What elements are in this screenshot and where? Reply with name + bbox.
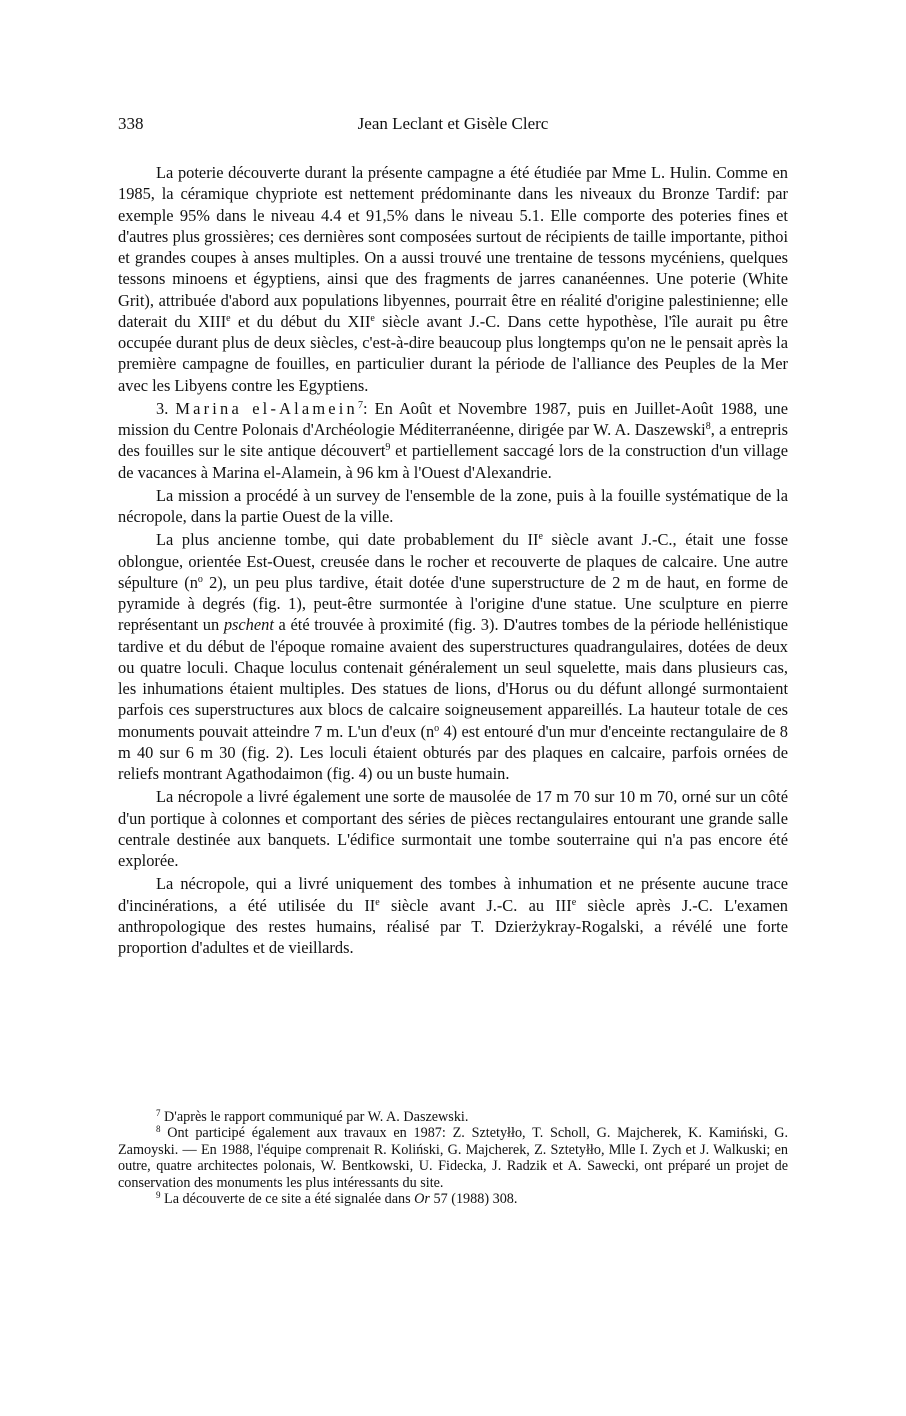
paragraph-mausoleum: La nécropole a livré également une sorte de mausolée de 17 m 70 sur 10 m 70, orné sur un côté d'un portique à colonnes et comportant des séries de pièces rectangulaires entourant une grande salle centrale destinée aux banquets. L'édifice surmontait une tombe souterraine qui n'a pas encore été explorée. <box>118 787 788 870</box>
footnote-7: $^7$ D'après le rapport communiqué par W. A. Daszewski. <box>156 1108 469 1125</box>
page-number: 338 <box>118 114 144 133</box>
paragraph-marina-el-alamein: 3. Marina el-Alamein$^7$: En Août et Novembre 1987, puis en Juillet-Août 1988, une mission du Centre Polonais d'Archéologie Méditerranéenne, dirigée par W. A. Daszewski$^8$, a entrepris des fouilles sur le site antique découvert$^9$ et partiellement saccagé lors de la construction d'un village de vacances à Marina el-Alamein, à 96 km à l'Ouest d'Alexandrie. <box>118 398 788 482</box>
footnote-ref-7: 7 <box>357 399 363 411</box>
site-name: Marina el-Alamein <box>175 398 358 418</box>
paragraph-tombs: La plus ancienne tombe, qui date probablement du IIe siècle avant J.-C., était une fosse oblongue, orientée Est-Ouest, creusée dans le rocher et recouverte de plaques de calcaire. Une autre sépulture ($n^o$ 2), un peu plus tardive, était dotée d'une superstructure de 2 m de haut, en forme de pyramide à degrés (fig. 1), peut-être surmontée à l'origine d'une statue. Une sculpture en pierre représentant un pschent a été trouvée à proximité (fig. 3). D'autres tombes de la période hellénistique tardive et du début de l'époque romaine avaient des superstructures quadrangulaires, dotées de deux ou quatre loculi. Chaque loculus contenait généralement un seul squelette, mais dans plusieurs cas, les inhumations étaient multiples. Des statues de lions, d'Horus ou du défunt allongé surmontaient parfois ces superstructures aux blocs de calcaire soigneusement appareillés. La hauteur totale de ces monuments pouvait atteindre 7 m. L'un d'eux ($n^o$ 4) est entouré d'un mur d'enceinte rectangulaire de 8 m 40 sur 6 m 30 (fig. 2). Les loculi étaient obturés par des plaques en calcaire, parfois ornées de reliefs montrant Agathodaimon (fig. 4) ou un buste humain. <box>118 530 789 783</box>
footnotes <box>118 1109 788 1207</box>
footnote-8: $^8$ Ont participé également aux travaux en 1987: Z. Sztetyłło, T. Scholl, G. Majcherek, K. Kamiński, G. Zamoyski. — En 1988, l'équipe comprenait R. Koliński, G. Majcherek, Z. Sztetyłło, Mlle I. Zych et J. Walkuski; en outre, quatre architectes polonais, W. Bentkowski, U. Fidecka, J. Radzik et A. Sawecki, ont préparé un projet de conservation des monuments les plus intéressants du site. <box>118 1124 788 1191</box>
page-header <box>118 114 788 140</box>
footnote-9: $^9$ La découverte de ce site a été signalée dans Or 57 (1988) 308. <box>156 1190 518 1208</box>
footnote-ref-9: 9 <box>385 442 391 454</box>
footnote-ref-8: 8 <box>705 421 711 432</box>
paragraph-necropolis-use: La nécropole, qui a livré uniquement des tombes à inhumation et ne présente aucune trace d'incinérations, a été utilisée du IIe siècle avant J.-C. au IIIe siècle après J.-C. L'examen anthropologique des restes humains, réalisé par T. Dzierżykray-Rogalski, a révélé une forte proportion d'adultes et de vieillards. <box>118 874 788 957</box>
paragraph-pottery: La poterie découverte durant la présente campagne a été étudiée par Mme L. Hulin. Comme en 1985, la céramique chypriote est nettement prédominante dans les niveaux du Bronze Tardif: par exemple 95% dans le niveau 4.4 et 91,5% dans le niveau 5.1. Elle comporte des poteries fines et d'autres plus grossières; ces dernières sont composées surtout de récipients de taille importante, pithoi et grandes coupes à anses multiples. On a aussi trouvé une trentaine de tessons mycéniens, quelques tessons minoens et égyptiens, ainsi que des fragments de jarres cananéennes. Une poterie (White Grit), attribuée d'abord aux populations libyennes, pourrait être en réalité d'origine palestinienne; elle daterait du XIIIe et du début du XIIe siècle avant J.-C. Dans cette hypothèse, l'île aurait pu être occupée durant plus de deux siècles, c'est-à-dire beaucoup plus longtemps qu'on ne le pensait après la première campagne de fouilles, en particulier durant la période de l'alliance des Peuples de la Mer avec les Libyens contre les Egyptiens. <box>118 163 788 395</box>
running-head: Jean Leclant et Gisèle Clerc <box>357 114 549 133</box>
paragraph-survey: La mission a procédé à un survey de l'ensemble de la zone, puis à la fouille systématique de la nécropole, dans la partie Ouest de la ville. <box>118 485 788 526</box>
body-text <box>118 162 788 958</box>
